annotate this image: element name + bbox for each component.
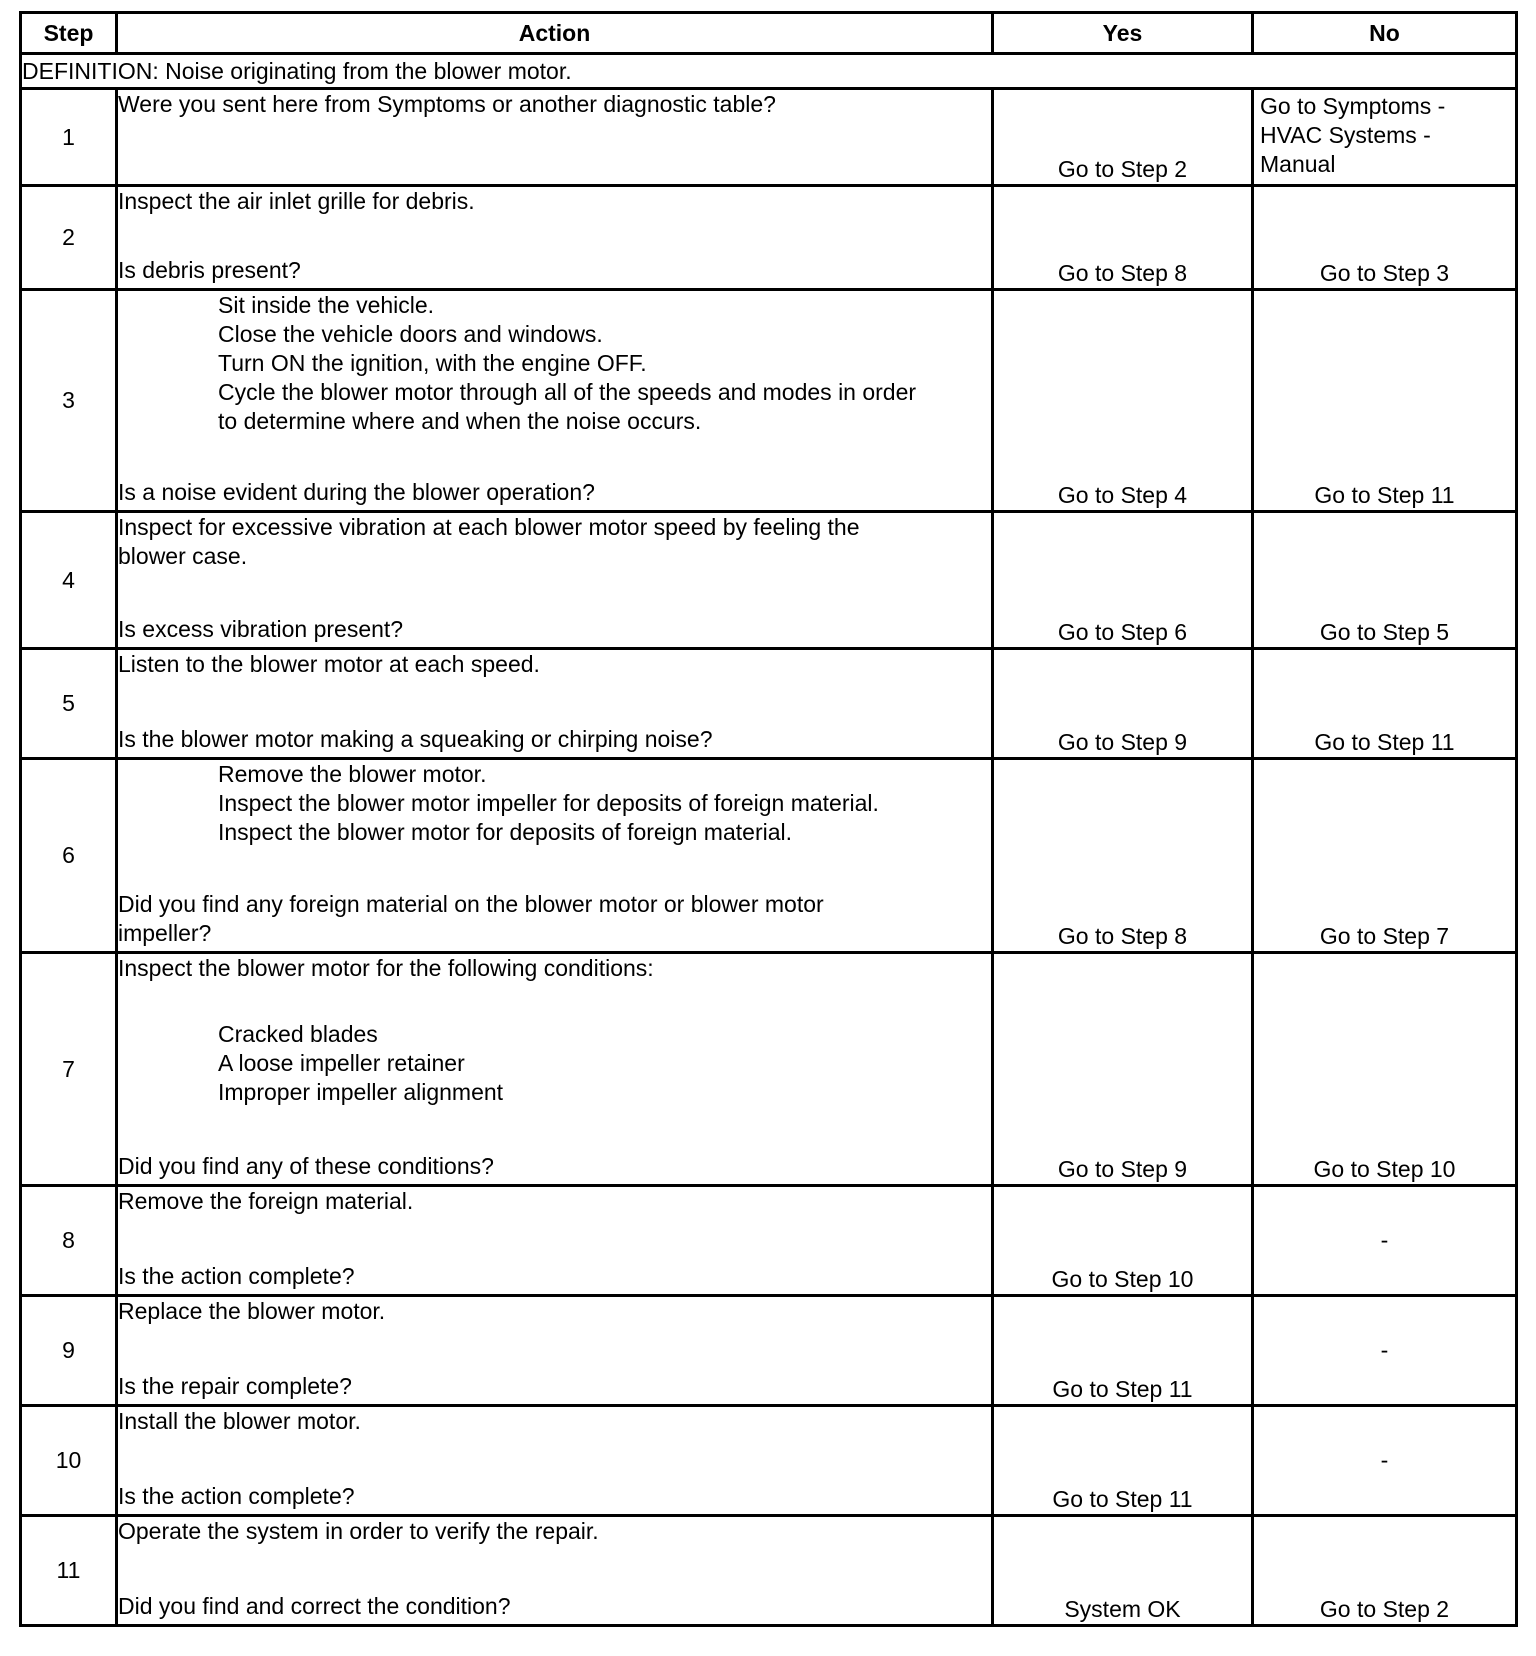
- no-result: Go to Step 3: [1253, 186, 1517, 290]
- no-result: Go to Step 10: [1253, 953, 1517, 1186]
- table-row: [21, 1296, 1517, 1406]
- header-step: Step: [21, 13, 117, 54]
- action-bullet: Improper impeller alignment: [218, 1079, 504, 1105]
- no-result: Go to Step 11: [1253, 290, 1517, 512]
- action-cell: [117, 512, 993, 649]
- action-line: Install the blower motor.: [118, 1408, 361, 1434]
- action-question: Is the action complete?: [118, 1263, 355, 1289]
- yes-result: Go to Step 2: [993, 89, 1253, 186]
- action-line: Were you sent here from Symptoms or another diagnostic table?: [118, 91, 776, 117]
- no-result: Go to Step 2: [1253, 1516, 1517, 1626]
- no-result: Go to Step 7: [1253, 759, 1517, 953]
- action-question: Is a noise evident during the blower operation?: [118, 479, 595, 505]
- table-row: [21, 1186, 1517, 1296]
- step-number: 6: [21, 759, 117, 953]
- yes-result: Go to Step 4: [993, 290, 1253, 512]
- action-cell: [117, 290, 993, 512]
- action-line: Replace the blower motor.: [118, 1298, 386, 1324]
- step-number: 11: [21, 1516, 117, 1626]
- no-result: -: [1253, 1296, 1517, 1406]
- action-question: Did you find any foreign material on the blower motor or blower motor: [118, 891, 824, 917]
- definition-row: [21, 54, 1517, 89]
- header-yes: Yes: [993, 13, 1253, 54]
- table-row: [21, 1516, 1517, 1626]
- action-line: Remove the foreign material.: [118, 1188, 414, 1214]
- action-question: Is excess vibration present?: [118, 616, 404, 642]
- action-question: Did you find and correct the condition?: [118, 1593, 511, 1619]
- no-result-line: HVAC Systems -: [1260, 122, 1431, 148]
- action-cell: [117, 1516, 993, 1626]
- step-number: 5: [21, 649, 117, 759]
- step-number: 3: [21, 290, 117, 512]
- step-number: 4: [21, 512, 117, 649]
- action-bullet: Sit inside the vehicle.: [218, 292, 435, 318]
- action-bullet: Inspect the blower motor impeller for deposits of foreign material.: [218, 790, 879, 816]
- action-bullet: A loose impeller retainer: [218, 1050, 465, 1076]
- header-action: Action: [117, 13, 993, 54]
- yes-result: Go to Step 10: [993, 1186, 1253, 1296]
- yes-result: Go to Step 9: [993, 953, 1253, 1186]
- action-bullet: Remove the blower motor.: [218, 761, 487, 787]
- step-number: 10: [21, 1406, 117, 1516]
- action-bullet: Turn ON the ignition, with the engine OFF.: [218, 350, 647, 376]
- definition-text: DEFINITION: Noise originating from the blower motor.: [21, 54, 1517, 89]
- action-line: Listen to the blower motor at each speed.: [118, 651, 540, 677]
- no-result: -: [1253, 1406, 1517, 1516]
- action-bullet: Cracked blades: [218, 1021, 378, 1047]
- table-row: [21, 953, 1517, 1186]
- table-row: [21, 186, 1517, 290]
- action-bullet: to determine where and when the noise occurs.: [218, 408, 702, 434]
- action-question: Is the repair complete?: [118, 1373, 352, 1399]
- action-cell: [117, 1406, 993, 1516]
- step-number: 7: [21, 953, 117, 1186]
- action-cell: [117, 649, 993, 759]
- no-result-line: Manual: [1260, 151, 1336, 177]
- action-cell: [117, 186, 993, 290]
- header-row: [21, 13, 1517, 54]
- table-row: [21, 89, 1517, 186]
- diagnostic-table: [19, 11, 1518, 1627]
- action-line: Inspect the blower motor for the following conditions:: [118, 955, 654, 981]
- step-number: 1: [21, 89, 117, 186]
- no-result: Go to Step 11: [1253, 649, 1517, 759]
- yes-result: Go to Step 6: [993, 512, 1253, 649]
- step-number: 2: [21, 186, 117, 290]
- table-row: [21, 1406, 1517, 1516]
- table-row: [21, 512, 1517, 649]
- yes-result: System OK: [993, 1516, 1253, 1626]
- action-bullet: Close the vehicle doors and windows.: [218, 321, 603, 347]
- action-question: Is the blower motor making a squeaking or chirping noise?: [118, 726, 713, 752]
- table-row: [21, 290, 1517, 512]
- action-cell: [117, 1296, 993, 1406]
- action-line: Inspect for excessive vibration at each blower motor speed by feeling the: [118, 514, 860, 540]
- no-result-line: Go to Symptoms -: [1260, 93, 1446, 119]
- action-cell: [117, 89, 993, 186]
- table-row: [21, 649, 1517, 759]
- table-row: [21, 759, 1517, 953]
- action-line: Inspect the air inlet grille for debris.: [118, 188, 475, 214]
- action-question: Is the action complete?: [118, 1483, 355, 1509]
- action-question: impeller?: [118, 920, 212, 946]
- no-result: [1253, 89, 1517, 186]
- yes-result: Go to Step 9: [993, 649, 1253, 759]
- action-cell: [117, 759, 993, 953]
- action-line: blower case.: [118, 543, 248, 569]
- step-number: 9: [21, 1296, 117, 1406]
- yes-result: Go to Step 8: [993, 186, 1253, 290]
- no-result: -: [1253, 1186, 1517, 1296]
- action-bullet: Cycle the blower motor through all of the speeds and modes in order: [218, 379, 917, 405]
- step-number: 8: [21, 1186, 117, 1296]
- action-question: Is debris present?: [118, 257, 301, 283]
- yes-result: Go to Step 11: [993, 1296, 1253, 1406]
- header-no: No: [1253, 13, 1517, 54]
- action-cell: [117, 1186, 993, 1296]
- action-bullet: Inspect the blower motor for deposits of foreign material.: [218, 819, 793, 845]
- action-line: Operate the system in order to verify the repair.: [118, 1518, 599, 1544]
- action-question: Did you find any of these conditions?: [118, 1153, 494, 1179]
- yes-result: Go to Step 11: [993, 1406, 1253, 1516]
- yes-result: Go to Step 8: [993, 759, 1253, 953]
- no-result: Go to Step 5: [1253, 512, 1517, 649]
- action-cell: [117, 953, 993, 1186]
